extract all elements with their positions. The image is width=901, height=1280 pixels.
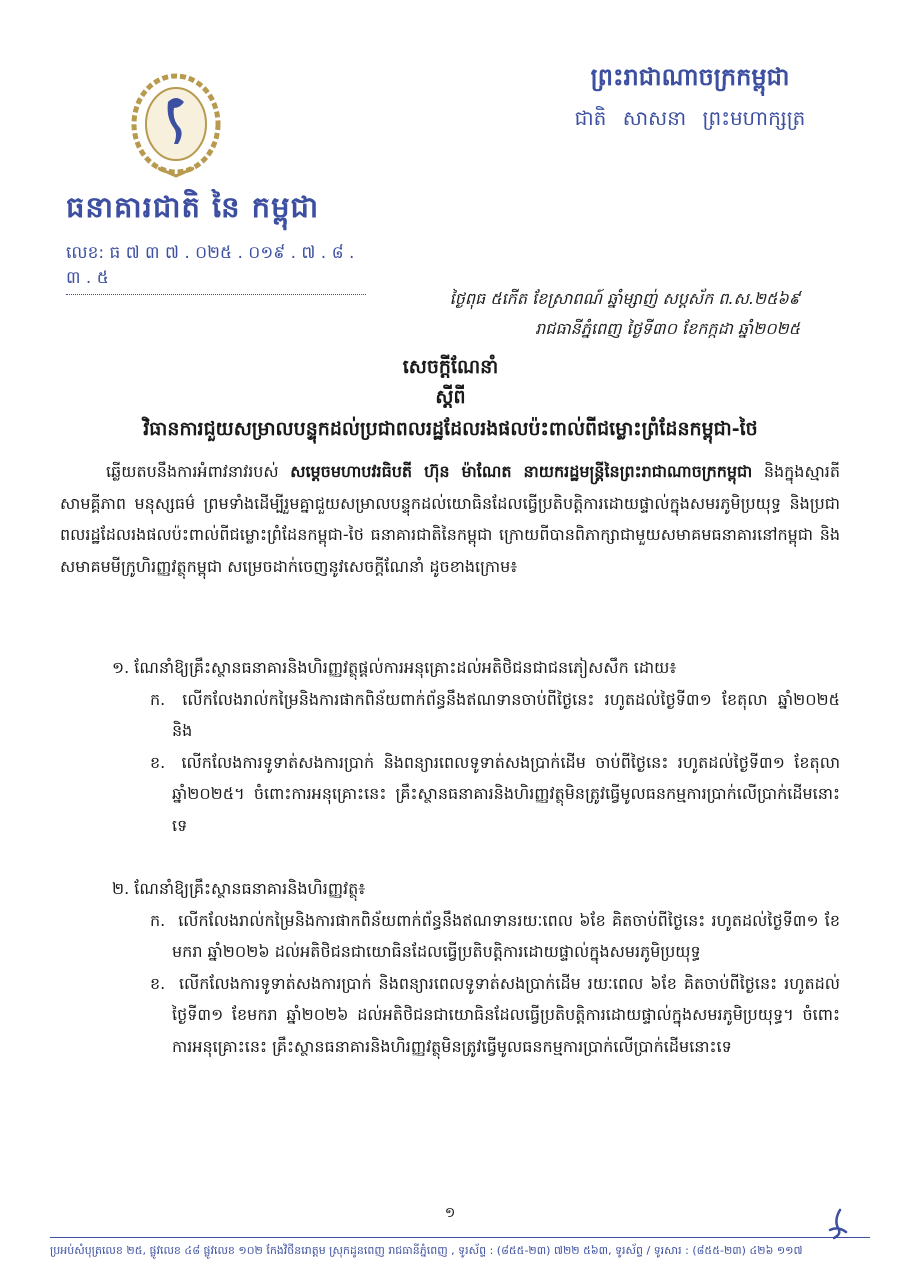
item-marker: ខ.	[150, 752, 166, 772]
section-1-marker: ១.	[112, 658, 130, 677]
item-text: លើកលែងការទូទាត់សងការប្រាក់ និងពន្យារពេលទូទាត់សងប្រាក់ដើម រយៈពេល ៦ខែ គិតចាប់ពីថ្ងៃនេះ រហូតដល់ថ្ងៃទី៣១ ខែមករា ឆ្នាំ២០២៦ ដល់អតិថិជនជាយោធិនដែលធ្វើប្រតិបត្តិការដោយផ្ទាល់ក្នុងសមរភូមិប្រយុទ្ធ។ ចំពោះការអនុគ្រោះនេះ គ្រឹះស្ថានធនាគារនិងហិរញ្ញវត្ថុមិនត្រូវធ្វើមូលធនកម្មការប្រាក់លើប្រាក់ដើមនោះទេ	[172, 973, 840, 1056]
title-line-1: សេចក្តីណែនាំ	[402, 356, 499, 378]
intro-text-2: និងក្នុងស្មារតីសាមគ្គីភាព មនុស្សធម៌ ព្រមទាំងដើម្បីរួមគ្នាជួយសម្រាលបន្ទុកដល់យោធិនដែលធ្វើប្រតិបត្តិការដោយផ្ទាល់ក្នុងសមរភូមិប្រយុទ្ធ និងប្រជាពលរដ្ឋដែលរងផលប៉ះពាល់ពីជម្លោះព្រំដែនកម្ពុជា-ថៃ ធនាគារជាតិនៃកម្ពុជា ក្រោយពីបានពិភាក្សាជាមួយសមាគមធនាគារនៅកម្ពុជា និងសមាគមមីក្រូហិរញ្ញវត្ថុកម្ពុជា សម្រេចដាក់ចេញនូវសេចក្តីណែនាំ ដូចខាងក្រោម៖	[60, 462, 840, 576]
intro-paragraph	[60, 456, 840, 582]
item-text: លើកលែងរាល់កម្រៃនិងការផាកពិន័យពាក់ព័ន្ធនឹងឥណទានចាប់ពីថ្ងៃនេះ រហូតដល់ថ្ងៃទី៣១ ខែតុលា ឆ្នាំ២០២៥ និង	[172, 689, 840, 740]
section-1-item-b	[60, 747, 840, 842]
lunar-date: ថ្ងៃពុធ ៥កើត ខែស្រាពណ៍ ឆ្នាំម្សាញ់ សប្តស័ក ព.ស.២៥៦៩	[449, 289, 800, 308]
national-bank-emblem-icon	[128, 72, 224, 182]
section-2-heading-text: ណែនាំឱ្យគ្រឹះស្ថានធនាគារនិងហិរញ្ញវត្ថុ៖	[134, 879, 366, 898]
intro-bold-name: សម្តេចមហាបវរធិបតី ហ៊ុន ម៉ាណែត នាយករដ្ឋមន្ត្រីនៃព្រះរាជាណាចក្រកម្ពុជា	[290, 462, 753, 481]
title-line-2: ស្តីពី	[435, 386, 466, 408]
date-block	[380, 284, 800, 344]
section-2	[60, 873, 840, 1062]
section-2-heading	[60, 873, 840, 905]
section-1-heading	[60, 652, 840, 684]
document-title	[60, 352, 841, 446]
bank-name: ធនាគារជាតិ នៃ កម្ពុជា	[66, 190, 320, 224]
item-marker: ក.	[150, 689, 166, 709]
national-motto: ជាតិ សាសនា ព្រះមហាក្សត្រ	[574, 106, 806, 130]
section-2-item-b	[60, 968, 840, 1063]
solar-date: រាជធានីភ្នំពេញ ថ្ងៃទី៣០ ខែកក្កដា ឆ្នាំ២០២៥	[535, 319, 800, 338]
kingdom-title: ព្រះរាជាណាចក្រកម្ពុជា	[590, 63, 790, 91]
item-text: លើកលែងការទូទាត់សងការប្រាក់ និងពន្យារពេលទូទាត់សងប្រាក់ដើម ចាប់ពីថ្ងៃនេះ រហូតដល់ថ្ងៃទី៣១ ខែតុលា ឆ្នាំ២០២៥។ ចំពោះការអនុគ្រោះនេះ គ្រឹះស្ថានធនាគារនិងហិរញ្ញវត្ថុមិនត្រូវធ្វើមូលធនកម្មការប្រាក់លើប្រាក់ដើមនោះទេ	[172, 752, 841, 835]
reference-number: លេខ: ធ ៧ ៣ ៧ . ០២៥ . ០១៩ . ៧ . ៨ . ៣ . ៥	[66, 242, 366, 295]
intro-text-1: ឆ្លើយតបនឹងការអំពាវនាវរបស់	[106, 462, 291, 481]
section-2-marker: ២.	[112, 879, 130, 898]
item-marker: ខ.	[150, 973, 166, 993]
item-text: លើកលែងរាល់កម្រៃនិងការផាកពិន័យពាក់ព័ន្ធនឹងឥណទានរយៈពេល ៦ខែ គិតចាប់ពីថ្ងៃនេះ រហូតដល់ថ្ងៃទី៣១ ខែមករា ឆ្នាំ២០២៦ ដល់អតិថិជនជាយោធិនដែលធ្វើប្រតិបត្តិការដោយផ្ទាល់ក្នុងសមរភូមិប្រយុទ្ធ	[172, 910, 840, 961]
page-number: ១	[444, 1205, 456, 1221]
initial-signature-icon	[822, 1206, 852, 1240]
title-line-3: វិធានការជួយសម្រាលបន្ទុកដល់ប្រជាពលរដ្ឋដែលរងផលប៉ះពាល់ពីជម្លោះព្រំដែនកម្ពុជា-ថៃ	[143, 418, 758, 440]
footer-address: ប្រអប់សំបុត្រលេខ ២៥, ផ្លូវលេខ ៤៨ ផ្លូវលេខ ១០២ កែងវិថីនរោត្តម ស្រុកដូនពេញ រាជធានីភ្នំពេញ , ទូរស័ព្ទ : (៨៥៥-២៣) ៧២២ ៥៦៣, ទូរស័ព្ទ / ទូរសារ : (៨៥៥-២៣) ៤២៦ ១១៧	[50, 1237, 870, 1260]
section-1	[60, 652, 840, 841]
section-1-item-a	[60, 684, 840, 747]
section-2-item-a	[60, 905, 840, 968]
item-marker: ក.	[150, 910, 166, 930]
kingdom-motto	[560, 62, 820, 135]
section-1-heading-text: ណែនាំឱ្យគ្រឹះស្ថានធនាគារនិងហិរញ្ញវត្ថុផ្តល់ការអនុគ្រោះដល់អតិថិជនជាជនភៀសសឹក ដោយ៖	[134, 658, 677, 677]
